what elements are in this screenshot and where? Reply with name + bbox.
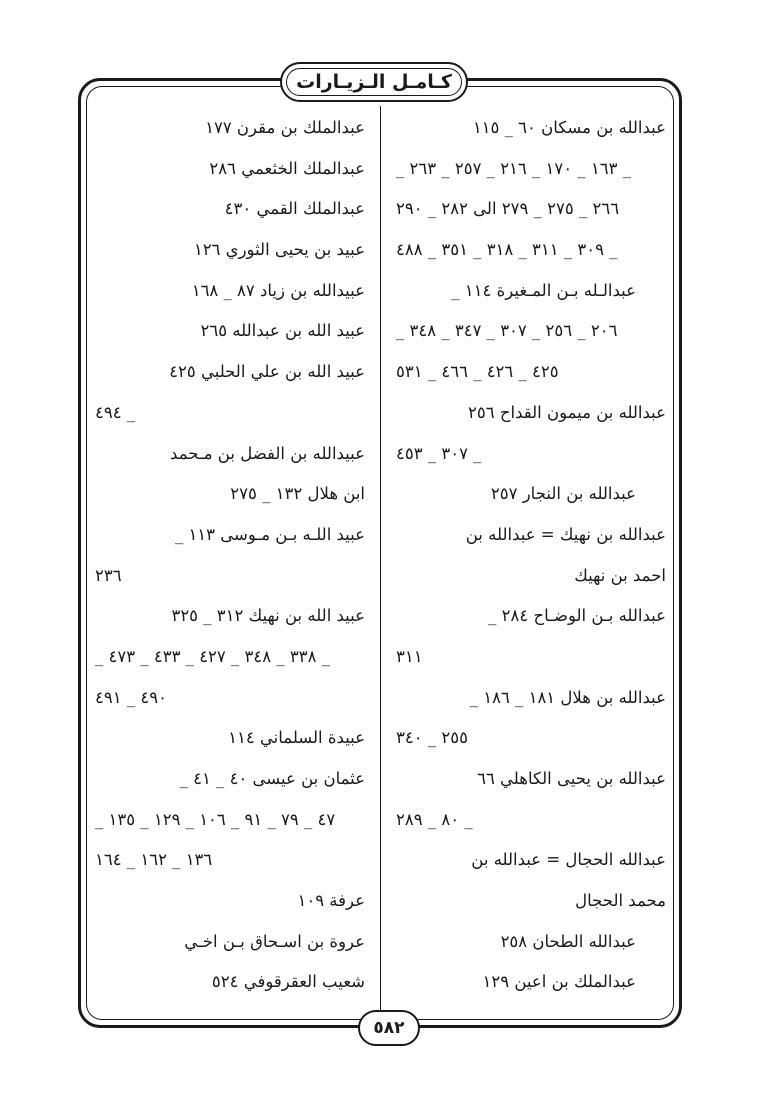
index-entry-continuation: ٢٠٦ _ ٢٥٦ _ ٣٠٧ _ ٣٤٧ _ ٣٤٨ _ bbox=[396, 321, 618, 341]
index-entry-continuation: _ ٣٠٧ _ ٤٥٣ bbox=[396, 443, 482, 463]
index-entry: عبدالله بن النجار ٢٥٧ bbox=[490, 484, 636, 504]
index-entry: عبدالملك بن مقرن ١٧٧ bbox=[205, 118, 365, 137]
index-entry: عبيد بن يحيى الثوري ١٢٦ bbox=[193, 240, 365, 260]
index-entry: عبدالله بن هلال ١٨١ _ ١٨٦ _ bbox=[469, 687, 666, 707]
index-entry-continuation: ٤٧ _ ٧٩ _ ٩١ _ ١٠٦ _ ١٢٩ _ ١٣٥ _ bbox=[95, 809, 336, 829]
index-entry: عبيد اللـه بـن مـوسى ١١٣ _ bbox=[174, 524, 365, 544]
index-entry: عبدالملك الخثعمي ٢٨٦ bbox=[209, 158, 365, 178]
page-number-badge bbox=[358, 1010, 420, 1046]
index-column-right bbox=[396, 108, 666, 1003]
index-entry-continuation: احمد بن نهيك bbox=[574, 565, 666, 585]
index-entry: عثمان بن عيسى ٤٠ _ ٤١ _ bbox=[179, 769, 365, 788]
index-entry: عبيد الله بن علي الحلبي ٤٢٥ bbox=[169, 362, 365, 382]
index-entry-continuation: شعيب العقرقوفي ٥٢٤ bbox=[211, 972, 365, 992]
index-entry: عبدالله بـن الوضـاح ٢٨٤ _ bbox=[488, 606, 666, 626]
index-entry: عبيدة السلماني ١١٤ bbox=[228, 728, 365, 748]
index-entry: عبيدالله بن الفضل بن مـحمد bbox=[170, 443, 365, 463]
index-entry-continuation: ٢٣٦ bbox=[95, 565, 122, 585]
index-entry: عبدالله بن ميمون القداح ٢٥٦ bbox=[468, 402, 666, 422]
index-column-left bbox=[95, 108, 365, 1003]
index-entry-continuation: _ ١٦٣ _ ١٧٠ _ ٢١٦ _ ٢٥٧ _ ٢٦٣ _ bbox=[396, 158, 631, 178]
index-entry: عبدالله بن يحيى الكاهلي ٦٦ bbox=[477, 769, 666, 788]
index-entry-continuation: محمد الحجال bbox=[575, 891, 666, 911]
index-entry-continuation: ابن هلال ١٣٢ _ ٢٧٥ bbox=[230, 484, 365, 504]
header-title: كـامـل الـزيـارات bbox=[296, 71, 452, 93]
index-entry: عبدالله بن نهيك = عبدالله بن bbox=[465, 524, 666, 544]
index-entry: عبدالله بن مسكان ٦٠ _ ١١٥ bbox=[472, 118, 666, 137]
index-entry-continuation: ٤٢٥ _ ٤٢٦ _ ٤٦٦ _ ٥٣١ bbox=[396, 362, 559, 382]
index-entry: عبدالله الطحان ٢٥٨ bbox=[500, 931, 636, 951]
index-entry-continuation: ١٣٦ _ ١٦٢ _ ١٦٤ bbox=[95, 850, 213, 870]
index-entry-continuation: _ ٣٣٨ _ ٣٤٨ _ ٤٢٧ _ ٤٣٣ _ ٤٧٣ _ bbox=[95, 646, 330, 666]
column-divider bbox=[380, 106, 381, 1010]
index-entry-continuation: _ ٣٠٩ _ ٣١١ _ ٣١٨ _ ٣٥١ _ ٤٨٨ bbox=[396, 240, 618, 260]
index-entry: عبدالـله بـن المـغيرة ١١٤ _ bbox=[451, 280, 636, 300]
index-entry: عبيد الله بن عبدالله ٢٦٥ bbox=[200, 321, 365, 341]
index-entry-continuation: ٣١١ bbox=[396, 646, 423, 666]
index-entry: عبدالله الحجال = عبدالله بن bbox=[471, 850, 666, 870]
index-entry-continuation: _ ٤٩٤ bbox=[95, 402, 136, 422]
running-header bbox=[280, 62, 468, 102]
index-entry: عبيدالله بن زياد ٨٧ _ ١٦٨ bbox=[191, 280, 365, 300]
index-entry: عبيد الله بن نهيك ٣١٢ _ ٣٢٥ bbox=[171, 606, 365, 626]
index-entry-continuation: ٢٦٦ _ ٢٧٥ _ ٢٧٩ الى ٢٨٢ _ ٢٩٠ bbox=[396, 199, 620, 219]
index-entry: عروة بن اسـحاق بـن اخـي bbox=[184, 931, 365, 951]
index-entry-continuation: ٤٩٠ _ ٤٩١ bbox=[95, 687, 167, 707]
page-number: ٥٨٢ bbox=[373, 1018, 405, 1038]
index-entry: عبدالملك القمي ٤٣٠ bbox=[224, 199, 365, 219]
index-entry: عرفة ١٠٩ bbox=[297, 891, 365, 911]
index-entry-continuation: ٢٥٥ _ ٣٤٠ bbox=[396, 728, 468, 748]
index-entry: عبدالملك بن اعين ١٢٩ bbox=[482, 972, 636, 992]
index-entry-continuation: _ ٨٠ _ ٢٨٩ bbox=[396, 809, 473, 829]
